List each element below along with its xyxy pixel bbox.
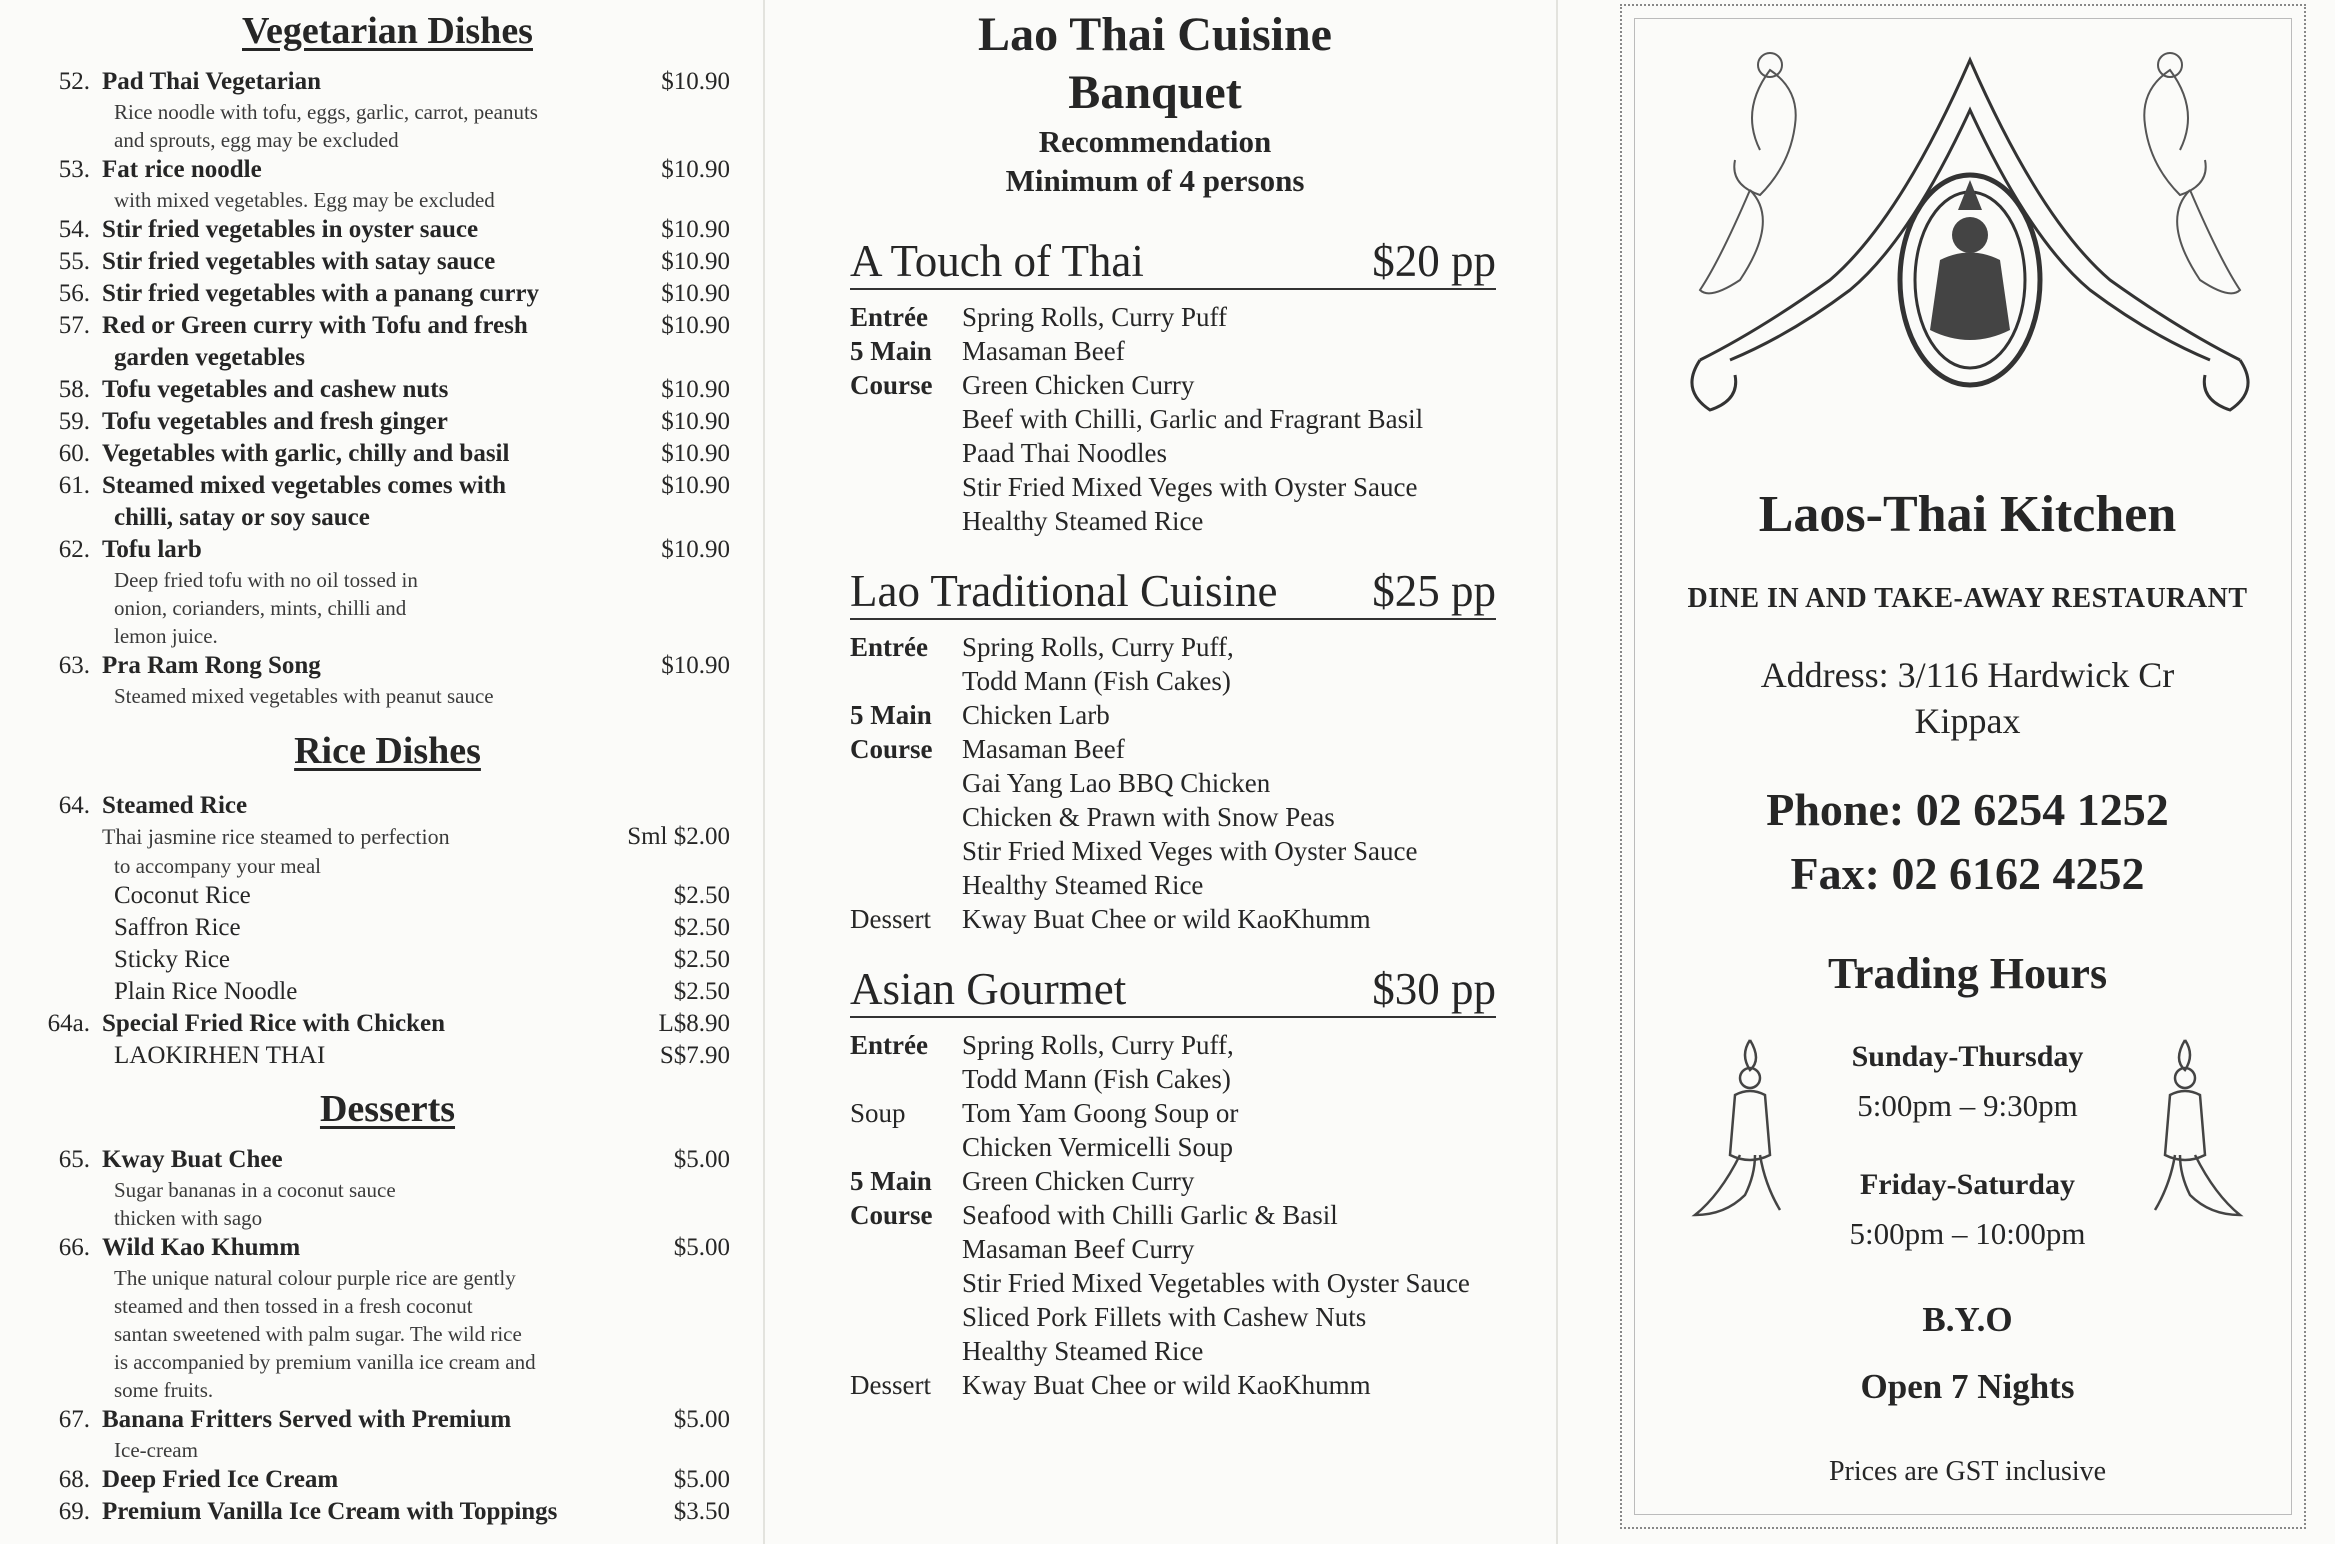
- list-item: [45, 278, 730, 310]
- item-number: 59.: [58, 408, 90, 435]
- banquet-course: [850, 1164, 1520, 1368]
- banquet-menu-price: $30 pp: [1372, 964, 1496, 1014]
- banquet-menus: [790, 200, 1520, 1402]
- course-dish: Spring Rolls, Curry Puff,: [962, 632, 1234, 662]
- dancer-left-icon: [1680, 1030, 1810, 1230]
- vegetarian-list: [45, 66, 730, 710]
- course-dish: Masaman Beef Curry: [962, 1234, 1195, 1264]
- list-item: [45, 154, 730, 214]
- course-dish: Todd Mann (Fish Cakes): [962, 1064, 1231, 1094]
- item-row: [45, 278, 730, 310]
- banquet-title-line2: Banquet: [1068, 66, 1242, 119]
- temple-roof-ornament-icon: [1640, 30, 2300, 450]
- course-items: [962, 334, 1423, 538]
- item-name: Vegetables with garlic, chilly and basil: [102, 440, 510, 467]
- item-number: 53.: [58, 156, 90, 183]
- item-price: $10.90: [661, 408, 730, 435]
- address-line1: Address: 3/116 Hardwick Cr: [1760, 655, 2175, 695]
- course-dish: Stir Fried Mixed Vegetables with Oyster Sauce: [962, 1268, 1470, 1298]
- banquet-menu-name: A Touch of Thai: [850, 236, 1144, 286]
- banquet-course: [850, 902, 1520, 936]
- item-number: 58.: [58, 376, 90, 403]
- item-name: Pra Ram Rong Song: [102, 652, 321, 679]
- rice-sides: [45, 880, 730, 1008]
- course-dish: Tom Yam Goong Soup or: [962, 1098, 1239, 1128]
- item-name-line2: garden vegetables: [114, 344, 305, 371]
- phone-number: Phone: 02 6254 1252: [1766, 784, 2169, 835]
- item-row: [45, 438, 730, 470]
- item-name: Sticky Rice: [114, 946, 230, 973]
- course-dish: Chicken & Prawn with Snow Peas: [962, 802, 1335, 832]
- item-row: [45, 534, 730, 566]
- item-price: $10.90: [661, 280, 730, 307]
- list-item: [45, 1008, 730, 1072]
- course-label-line: 5 Main: [850, 1166, 932, 1196]
- item-name: Saffron Rice: [114, 914, 241, 941]
- course-dish: Seafood with Chilli Garlic & Basil: [962, 1200, 1338, 1230]
- open-nights-label: Open 7 Nights: [1860, 1367, 2075, 1406]
- item-price: $2.50: [673, 882, 730, 909]
- course-dish: Kway Buat Chee or wild KaoKhumm: [962, 1370, 1371, 1400]
- item-number: 54.: [58, 216, 90, 243]
- course-label: [850, 698, 962, 902]
- item-row: [45, 470, 730, 502]
- days-fri-sat: Friday-Saturday: [1859, 1168, 2075, 1201]
- item-number: 57.: [58, 312, 90, 339]
- item-name: Premium Vanilla Ice Cream with Toppings: [102, 1498, 558, 1525]
- item-number: 63.: [58, 652, 90, 679]
- item-name: Coconut Rice: [114, 882, 251, 909]
- item-price: $10.90: [661, 248, 730, 275]
- item-number: 69.: [58, 1498, 90, 1525]
- spacer: [790, 538, 1520, 564]
- list-item: [102, 880, 730, 912]
- item-price: Sml $2.00: [627, 823, 730, 850]
- item-name: Plain Rice Noodle: [114, 978, 298, 1005]
- list-item: [45, 1404, 730, 1464]
- list-item: [45, 1232, 730, 1404]
- item-number: 56.: [58, 280, 90, 307]
- course-items: [962, 902, 1371, 936]
- item-name-line2: chilli, satay or soy sauce: [114, 504, 370, 531]
- course-label-line: Entrée: [850, 1030, 928, 1060]
- hours-sun-thu: 5:00pm – 9:30pm: [1857, 1088, 2078, 1123]
- item-description: The unique natural colour purple rice are gently: [114, 1266, 516, 1290]
- item-description: Sugar bananas in a coconut sauce: [114, 1178, 396, 1202]
- item-number: 66.: [58, 1234, 90, 1261]
- item-price: $10.90: [661, 216, 730, 243]
- item-description: onion, corianders, mints, chilli and: [114, 596, 407, 620]
- list-item: [102, 976, 730, 1008]
- restaurant-name: Laos-Thai Kitchen: [1758, 486, 2177, 543]
- banquet-title: Lao Thai Cuisine: [978, 8, 1332, 61]
- spacer: [790, 290, 1520, 300]
- course-label-line: 5 Main: [850, 336, 932, 366]
- restaurant-tagline: DINE IN AND TAKE-AWAY RESTAURANT: [1687, 583, 2248, 614]
- course-dish: Kway Buat Chee or wild KaoKhumm: [962, 904, 1371, 934]
- course-items: [962, 1096, 1238, 1164]
- course-dish: Healthy Steamed Rice: [962, 1336, 1204, 1366]
- item-description: Ice-cream: [114, 1438, 198, 1462]
- desserts-heading: Desserts: [319, 1088, 456, 1130]
- course-label: [850, 1096, 962, 1164]
- course-label-line: 5 Main: [850, 700, 932, 730]
- banquet-course: [850, 1368, 1520, 1402]
- banquet-menu-price: $25 pp: [1372, 566, 1496, 616]
- course-label: [850, 1368, 962, 1402]
- banquet-menu-name: Asian Gourmet: [850, 964, 1127, 1014]
- course-label: [850, 902, 962, 936]
- item-name: Deep Fried Ice Cream: [102, 1466, 339, 1493]
- list-item: [45, 790, 730, 880]
- course-dish: Stir Fried Mixed Veges with Oyster Sauce: [962, 472, 1418, 502]
- item-price: $5.00: [673, 1146, 730, 1173]
- desserts-list: [45, 1144, 730, 1528]
- banquet-menu-name: Lao Traditional Cuisine: [850, 566, 1278, 616]
- address-line2: Kippax: [1914, 701, 2021, 741]
- item-number: 52.: [58, 68, 90, 95]
- item-price: L$8.90: [658, 1010, 730, 1037]
- list-item: [45, 1496, 730, 1528]
- course-dish: Chicken Vermicelli Soup: [962, 1132, 1233, 1162]
- item-row: [45, 406, 730, 438]
- item-price: $10.90: [661, 440, 730, 467]
- banquet-course: [850, 1096, 1520, 1164]
- item-description: lemon juice.: [114, 624, 218, 648]
- item-number: 68.: [58, 1466, 90, 1493]
- item-name: Tofu vegetables and cashew nuts: [102, 376, 449, 403]
- item-description: some fruits.: [114, 1378, 214, 1402]
- course-label-line: Dessert: [850, 904, 931, 934]
- list-item: [45, 470, 730, 534]
- item-price: $10.90: [661, 312, 730, 339]
- banquet-menu-heading: [850, 234, 1496, 290]
- item-row: [45, 374, 730, 406]
- item-price: $5.00: [673, 1466, 730, 1493]
- item-number: 64.: [58, 792, 90, 819]
- item-price: $10.90: [661, 156, 730, 183]
- item-name: Stir fried vegetables with satay sauce: [102, 248, 496, 275]
- item-number: 60.: [58, 440, 90, 467]
- course-dish: Healthy Steamed Rice: [962, 506, 1204, 536]
- course-dish: Green Chicken Curry: [962, 370, 1195, 400]
- item-description: to accompany your meal: [114, 854, 322, 878]
- banquet-menu-heading: [850, 962, 1496, 1018]
- banquet-course: [850, 698, 1520, 902]
- item-row: [45, 1232, 730, 1264]
- days-sun-thu: Sunday-Thursday: [1851, 1040, 2084, 1073]
- item-name: Banana Fritters Served with Premium: [102, 1406, 512, 1433]
- list-item: [45, 438, 730, 470]
- vegetarian-heading: Vegetarian Dishes: [242, 10, 533, 52]
- fax-number: Fax: 02 6162 4252: [1790, 848, 2145, 899]
- item-row: [45, 1144, 730, 1176]
- spacer: [790, 200, 1520, 234]
- byo-label: B.Y.O: [1922, 1300, 2013, 1339]
- course-label: [850, 300, 962, 334]
- gst-note: Prices are GST inclusive: [1828, 1456, 2107, 1487]
- rice-heading: Rice Dishes: [294, 730, 481, 772]
- middle-panel: [770, 0, 1540, 1544]
- fold-line: [1556, 0, 1558, 1544]
- item-row: [45, 1464, 730, 1496]
- item-description: steamed and then tossed in a fresh coconut: [114, 1294, 473, 1318]
- course-items: [962, 1164, 1470, 1368]
- course-items: [962, 1368, 1371, 1402]
- item-row: [45, 1404, 730, 1436]
- list-item: [45, 406, 730, 438]
- item-description: with mixed vegetables. Egg may be excluded: [114, 188, 495, 212]
- course-items: [962, 698, 1417, 902]
- course-dish: Healthy Steamed Rice: [962, 870, 1204, 900]
- item-name: Tofu vegetables and fresh ginger: [102, 408, 448, 435]
- course-dish: Spring Rolls, Curry Puff: [962, 302, 1228, 332]
- course-label-line: Course: [850, 1200, 933, 1230]
- item-price: $3.50: [673, 1498, 730, 1525]
- list-item: [102, 944, 730, 976]
- banquet-course: [850, 630, 1520, 698]
- course-dish: Paad Thai Noodles: [962, 438, 1167, 468]
- banquet-menu-price: $20 pp: [1372, 236, 1496, 286]
- spacer: [790, 1018, 1520, 1028]
- list-item: [45, 374, 730, 406]
- banquet-course: [850, 300, 1520, 334]
- item-price: $10.90: [661, 376, 730, 403]
- item-name: Pad Thai Vegetarian: [102, 68, 322, 95]
- list-item: [45, 650, 730, 710]
- item-description: Rice noodle with tofu, eggs, garlic, carrot, peanuts: [114, 100, 538, 124]
- course-dish: Beef with Chilli, Garlic and Fragrant Basil: [962, 404, 1424, 434]
- list-item: [45, 1144, 730, 1232]
- item-price: $5.00: [673, 1406, 730, 1433]
- course-label-line: Soup: [850, 1098, 906, 1128]
- item-number: 65.: [58, 1146, 90, 1173]
- list-item: [45, 66, 730, 154]
- item-description: Deep fried tofu with no oil tossed in: [114, 568, 418, 592]
- course-dish: Green Chicken Curry: [962, 1166, 1195, 1196]
- item-name-line2: LAOKIRHEN THAI: [114, 1042, 326, 1069]
- item-description: santan sweetened with palm sugar. The wild rice: [114, 1322, 522, 1346]
- course-dish: Gai Yang Lao BBQ Chicken: [962, 768, 1271, 798]
- course-dish: Stir Fried Mixed Veges with Oyster Sauce: [962, 836, 1418, 866]
- list-item: [102, 912, 730, 944]
- course-label-line: Course: [850, 370, 933, 400]
- course-label-line: Entrée: [850, 632, 928, 662]
- course-dish: Masaman Beef: [962, 336, 1125, 366]
- course-label: [850, 1164, 962, 1368]
- banquet-subtitle: Recommendation: [1038, 124, 1272, 159]
- spacer: [790, 936, 1520, 962]
- hours-fri-sat: 5:00pm – 10:00pm: [1849, 1216, 2086, 1251]
- course-label: [850, 334, 962, 538]
- item-name: Red or Green curry with Tofu and fresh: [102, 312, 528, 339]
- item-price: $10.90: [661, 536, 730, 563]
- item-description: Thai jasmine rice steamed to perfection: [102, 824, 450, 849]
- item-row: [102, 502, 730, 534]
- item-price: $2.50: [673, 914, 730, 941]
- item-price: $10.90: [661, 652, 730, 679]
- item-row: [45, 246, 730, 278]
- item-name: Stir fried vegetables in oyster sauce: [102, 216, 479, 243]
- item-number: 64a.: [47, 1010, 90, 1037]
- left-panel: [0, 0, 760, 1544]
- item-name: Steamed mixed vegetables comes with: [102, 472, 507, 499]
- list-item: [45, 246, 730, 278]
- item-number: 67.: [58, 1406, 90, 1433]
- item-row: [102, 342, 730, 374]
- dancer-right-icon: [2125, 1030, 2255, 1230]
- course-label-line: Course: [850, 734, 933, 764]
- item-description: and sprouts, egg may be excluded: [114, 128, 399, 152]
- item-number: 61.: [58, 472, 90, 499]
- course-label-line: Dessert: [850, 1370, 931, 1400]
- item-name: Stir fried vegetables with a panang curry: [102, 280, 540, 307]
- item-row: [45, 1496, 730, 1528]
- banquet-minimum: Minimum of 4 persons: [1005, 163, 1305, 198]
- course-items: [962, 1028, 1234, 1096]
- item-number: 62.: [58, 536, 90, 563]
- item-price: $10.90: [661, 472, 730, 499]
- item-name: Wild Kao Khumm: [102, 1234, 301, 1261]
- item-number: 55.: [58, 248, 90, 275]
- course-dish: Todd Mann (Fish Cakes): [962, 666, 1231, 696]
- item-row: [45, 310, 730, 342]
- course-label: [850, 1028, 962, 1096]
- course-dish: Spring Rolls, Curry Puff,: [962, 1030, 1234, 1060]
- right-panel: [1600, 0, 2335, 1544]
- item-price: $2.50: [673, 946, 730, 973]
- item-description: is accompanied by premium vanilla ice cream and: [114, 1350, 536, 1374]
- item-description: thicken with sago: [114, 1206, 263, 1230]
- item-row: [45, 154, 730, 186]
- rice-list: [45, 790, 730, 1072]
- item-name: Kway Buat Chee: [102, 1146, 283, 1173]
- item-name: Steamed Rice: [102, 792, 248, 819]
- item-description: Steamed mixed vegetables with peanut sauce: [114, 684, 494, 708]
- item-name: Fat rice noodle: [102, 156, 262, 183]
- item-price: S$7.90: [659, 1042, 730, 1069]
- course-items: [962, 630, 1234, 698]
- course-label: [850, 630, 962, 698]
- trading-hours-heading: Trading Hours: [1827, 949, 2108, 998]
- item-row: [45, 214, 730, 246]
- item-row: [45, 66, 730, 98]
- list-item: [45, 310, 730, 374]
- list-item: [45, 1464, 730, 1496]
- item-name: Special Fried Rice with Chicken: [102, 1010, 446, 1037]
- course-label-line: Entrée: [850, 302, 928, 332]
- list-item: [45, 214, 730, 246]
- item-price: $10.90: [661, 68, 730, 95]
- item-name: Tofu larb: [102, 536, 202, 563]
- course-dish: Masaman Beef: [962, 734, 1125, 764]
- course-items: [962, 300, 1227, 334]
- spacer: [790, 620, 1520, 630]
- banquet-course: [850, 1028, 1520, 1096]
- course-dish: Sliced Pork Fillets with Cashew Nuts: [962, 1302, 1367, 1332]
- item-price: $5.00: [673, 1234, 730, 1261]
- banquet-course: [850, 334, 1520, 538]
- fold-line: [763, 0, 765, 1544]
- course-dish: Chicken Larb: [962, 700, 1110, 730]
- item-row: [45, 650, 730, 682]
- banquet-menu-heading: [850, 564, 1496, 620]
- list-item: [45, 534, 730, 650]
- item-price: $2.50: [673, 978, 730, 1005]
